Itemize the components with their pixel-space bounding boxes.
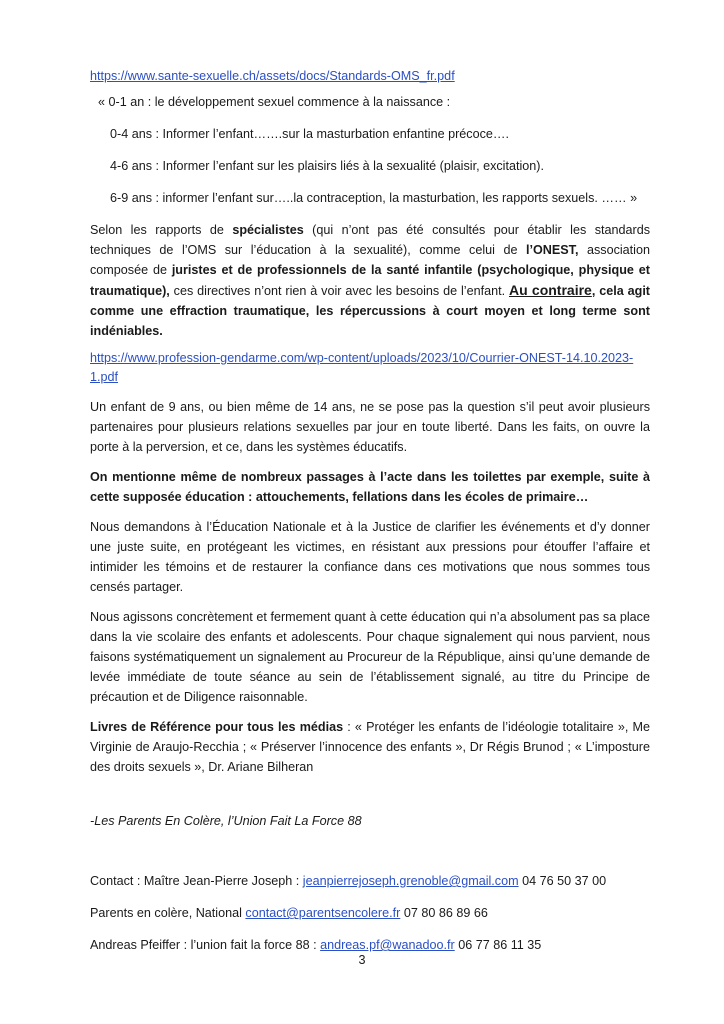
- contacts-block: [90, 871, 650, 955]
- quote-line-0-4: 0-4 ans : Informer l’enfant…….sur la masturbation enfantine précoce….: [110, 127, 509, 141]
- contact-label: Andreas Pfeiffer : l’union fait la force 88 :: [90, 938, 321, 952]
- onest-bold-specialistes: spécialistes: [232, 223, 304, 237]
- livres-text: : « Protéger les enfants de l’idéologie totalitaire », Me Virginie de Araujo-Recchia ; « Préserver l’innocence des enfants », Dr Régis Brunod ; « L’imposture des droits sexuels », Dr. Ariane Bilheran: [90, 720, 650, 774]
- link-oms-standards-paragraph: [90, 66, 650, 86]
- onest-text-4: ces directives n’ont rien à voir avec les besoins de l’enfant.: [169, 284, 509, 298]
- livres-bold-label: Livres de Référence pour tous les médias: [90, 720, 344, 734]
- contact-phone: 07 80 86 89 66: [400, 906, 488, 920]
- link-onest-paragraph: [90, 349, 650, 387]
- link-onest-letter[interactable]: https://www.profession-gendarme.com/wp-content/uploads/2023/10/Courrier-ONEST-14.10.2023-1.pdf: [90, 351, 634, 384]
- paragraph-livres: [90, 717, 650, 777]
- contact-label: Parents en colère, National: [90, 906, 246, 920]
- contact-phone: 04 76 50 37 00: [518, 874, 607, 888]
- email-link-joseph[interactable]: jeanpierrejoseph.grenoble@gmail.com: [302, 874, 519, 888]
- paragraph-agissons: Nous agissons concrètement et fermement quant à cette éducation qui n’a absolument pas sa place dans la vie scolaire des enfants et adolescents. Pour chaque signalement qui nous parvient, nous faisons systématiquement un signalement au Procureur de la République, ainsi qu’une demande de levée immédiate de toute séance au sein de l’établissement signalé, au titre du Principe de précaution et de Diligence raisonnable.: [90, 610, 650, 704]
- onest-bold-conclusion: , cela agit comme une effraction traumatique, les répercussions à court moyen et long terme sont indéniables.: [90, 284, 651, 338]
- onest-text-2: (qui n’ont pas été consultés pour établir les standards techniques de l’OMS sur l’éducation à la sexualité), comme celui de: [90, 223, 650, 257]
- onest-text-3: association composée de: [90, 243, 650, 277]
- passages-bold-text: On mentionne même de nombreux passages à l’acte dans les toilettes par exemple, suite à cette supposée éducation : attouchements, fellations dans les écoles de primaire…: [90, 470, 650, 504]
- contact-line-joseph: [90, 871, 650, 891]
- paragraph-9-ans: Un enfant de 9 ans, ou bien même de 14 ans, ne se pose pas la question s’il peut avoir plusieurs partenaires pour plusieurs relations sexuelles par jour en toute liberté. Dans les faits, on ouvre la porte à la perversion, et ce, dans les systèmes éducatifs.: [90, 400, 650, 454]
- onest-bold-juristes: juristes et de professionnels de la santé infantile (psychologique, physique et traumatique),: [90, 263, 650, 298]
- quote-line-4-6: 4-6 ans : Informer l’enfant sur les plaisirs liés à la sexualité (plaisir, excitation).: [110, 159, 544, 173]
- onest-bold-onest: l’ONEST,: [525, 243, 579, 257]
- onest-bold-au-contraire: Au contraire: [508, 282, 592, 298]
- paragraph-onest: [90, 220, 650, 341]
- signature: -Les Parents En Colère, l’Union Fait La Force 88: [90, 814, 362, 828]
- contact-phone: 06 77 86 11 35: [454, 938, 542, 952]
- email-link-pfeiffer[interactable]: andreas.pf@wanadoo.fr: [320, 938, 455, 952]
- paragraph-passages: [90, 467, 650, 507]
- paragraph-demande: Nous demandons à l’Éducation Nationale et à la Justice de clarifier les événements et d’y donner une juste suite, en protégeant les victimes, en résistant aux pressions pour étouffer l’affaire et intimider les témoins et de restaurer la confiance dans ces motivations que nous sommes tous censés partager.: [90, 520, 650, 594]
- link-oms-standards[interactable]: https://www.sante-sexuelle.ch/assets/docs/Standards-OMS_fr.pdf: [90, 69, 455, 83]
- onest-text-1: Selon les rapports de: [90, 223, 233, 237]
- page-number: 3: [358, 953, 366, 967]
- quote-line-6-9: 6-9 ans : informer l’enfant sur…..la contraception, la masturbation, les rapports sexuels. …… »: [110, 191, 638, 205]
- quote-intro: « 0-1 an : le développement sexuel commence à la naissance :: [98, 95, 451, 109]
- contact-label: Contact : Maître Jean-Pierre Joseph :: [90, 874, 303, 888]
- contact-line-national: [90, 903, 650, 923]
- email-link-national[interactable]: contact@parentsencolere.fr: [245, 906, 401, 920]
